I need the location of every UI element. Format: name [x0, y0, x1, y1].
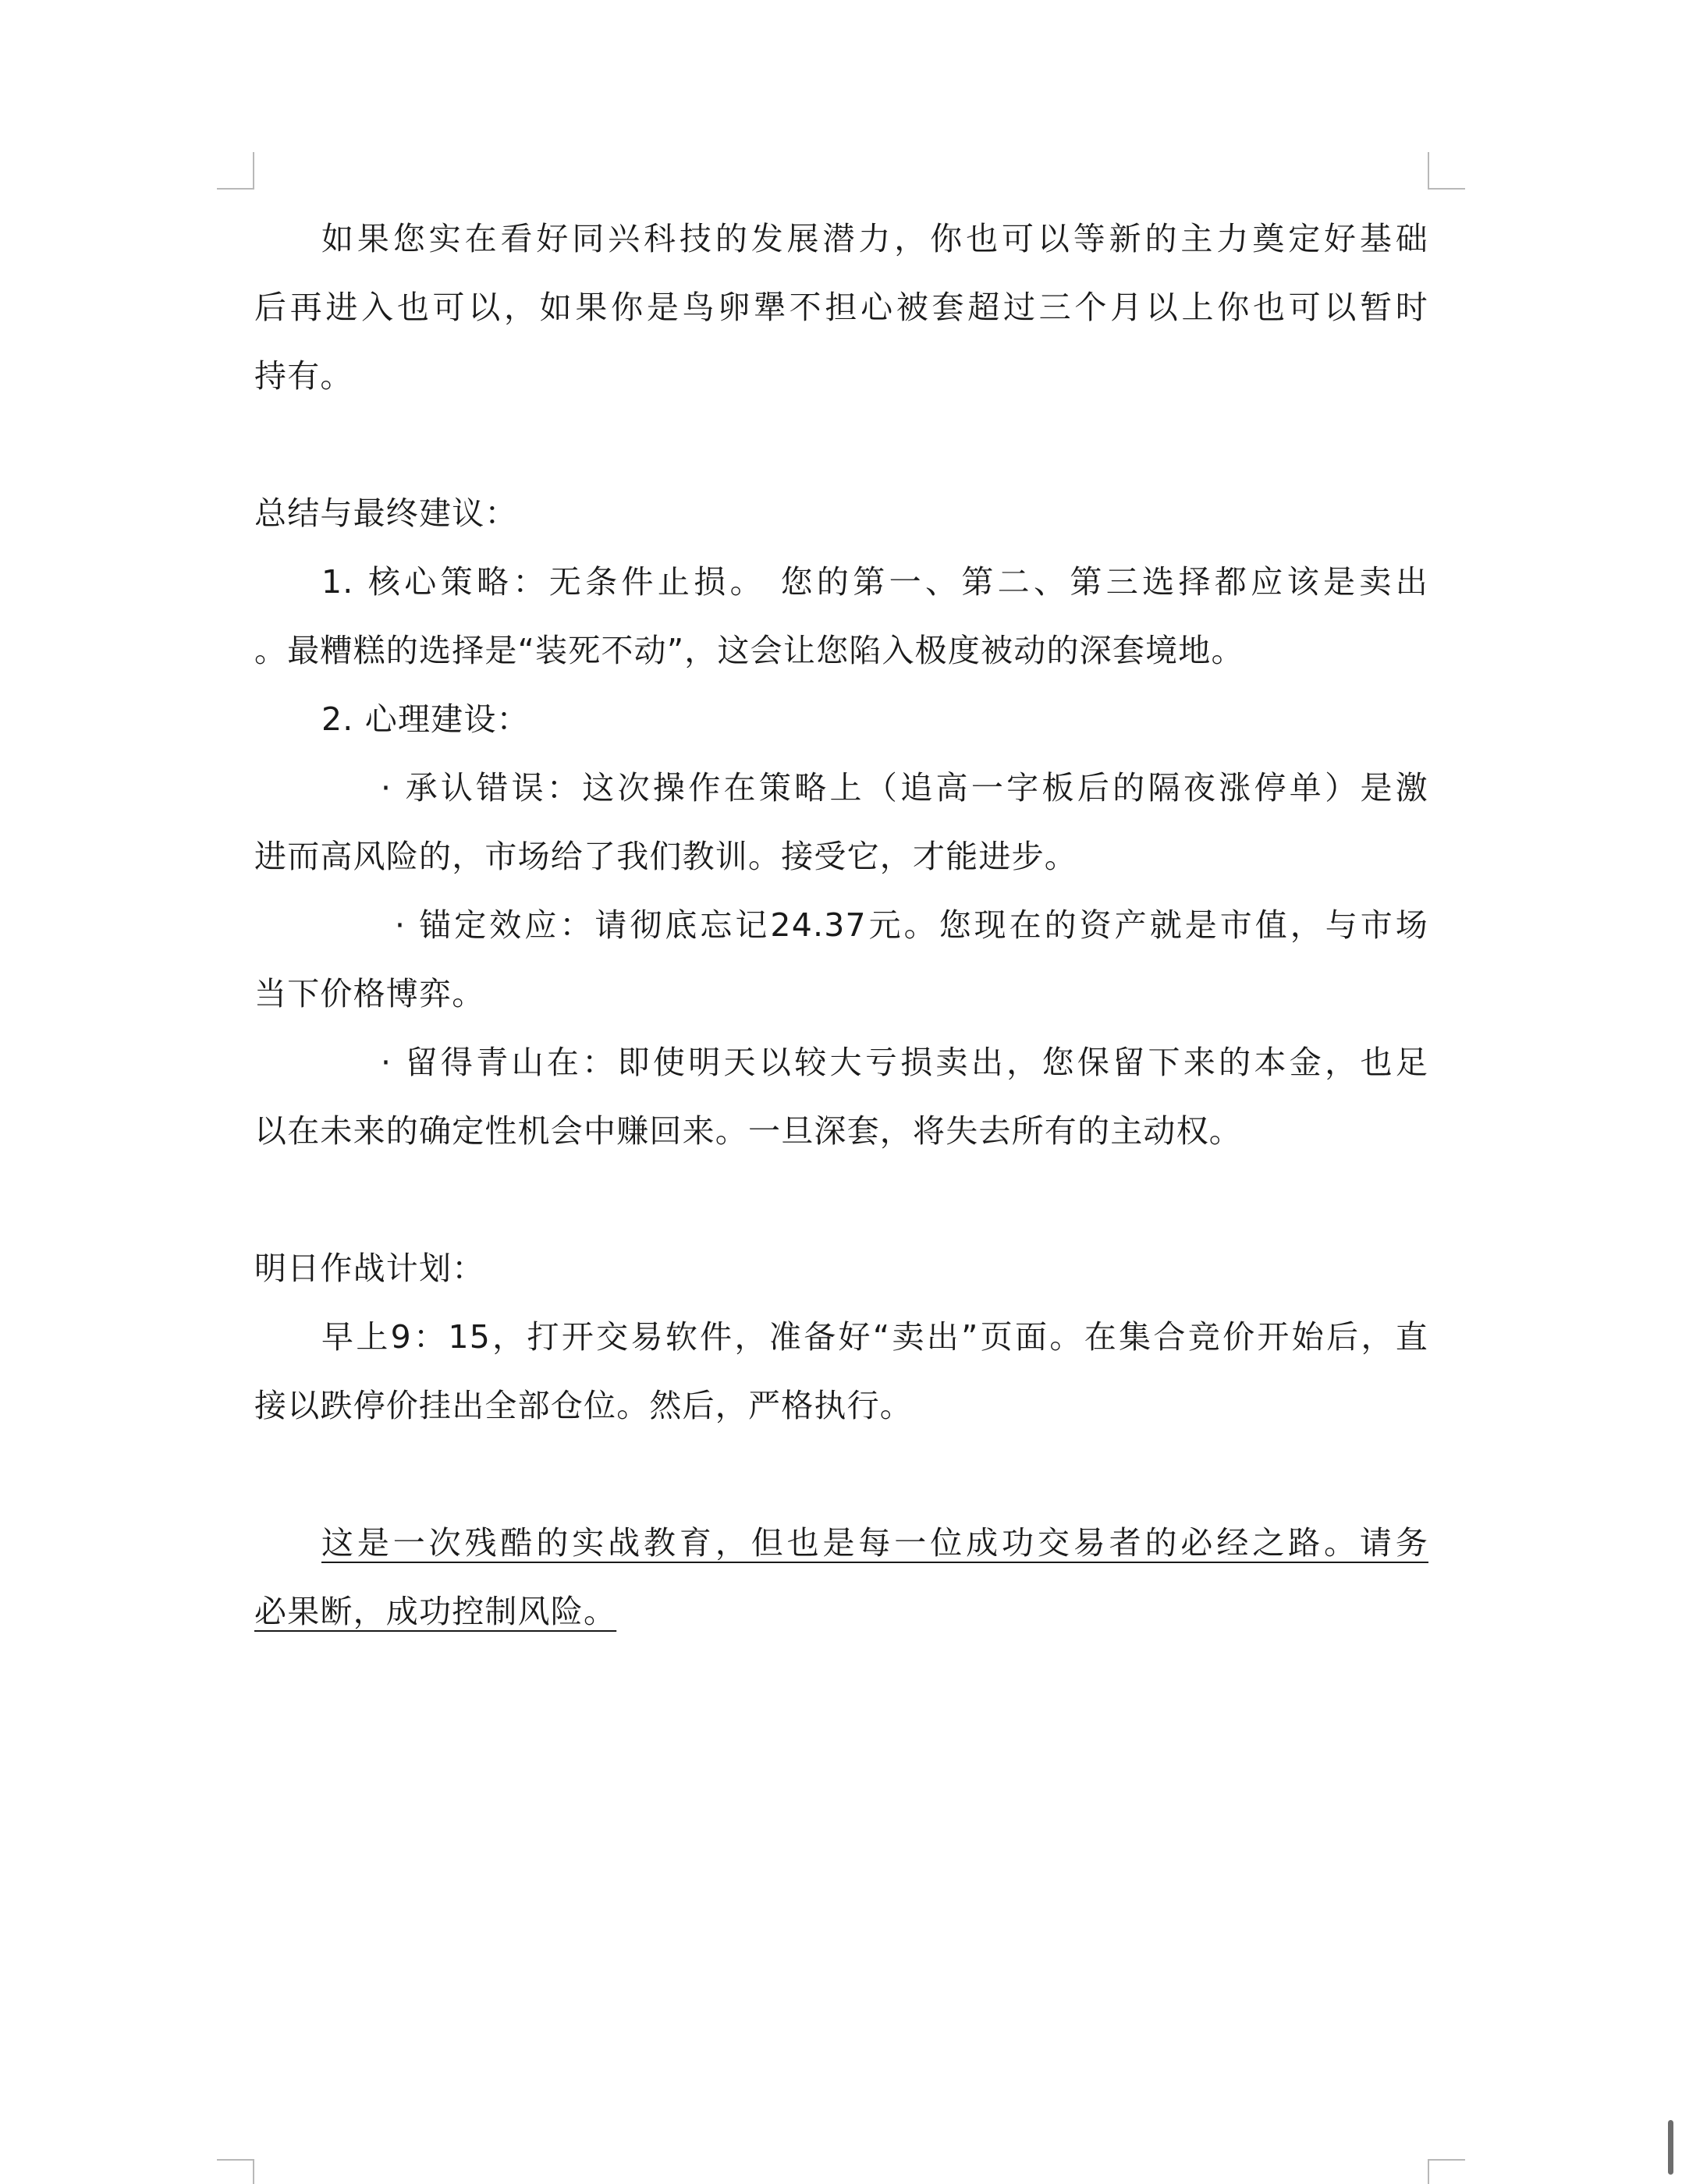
- margin-mark-bottom-left: [217, 2159, 254, 2184]
- paragraph-line: 后再进入也可以，如果你是鸟卵犟不担心被套超过三个月以上你也可以暂时: [254, 289, 1428, 326]
- bullet-line: · 锚定效应：请彻底忘记24.37元。您现在的资产就是市值，与市场: [395, 906, 1428, 944]
- bullet-line: 进而高风险的，市场给了我们教训。接受它，才能进步。: [254, 838, 1077, 875]
- blank-line: [254, 1440, 1428, 1509]
- blank-line: [254, 410, 1428, 479]
- summary-heading: 总结与最终建议：: [254, 495, 518, 532]
- blank-line: [254, 1165, 1428, 1234]
- plan-line: 接以跌停价挂出全部仓位。然后，严格执行。: [254, 1387, 913, 1424]
- document-body: [254, 204, 1428, 1646]
- margin-mark-top-left: [217, 152, 254, 190]
- paragraph-line: 持有。: [254, 357, 353, 395]
- plan-heading: 明日作战计划：: [254, 1250, 485, 1287]
- closing-line: [254, 1577, 1428, 1646]
- bullet-line: 当下价格博弈。: [254, 975, 485, 1012]
- list-item-1-line: 。最糟糕的选择是“装死不动”，这会让您陷入极度被动的深套境地。: [254, 632, 1244, 669]
- margin-mark-top-right: [1428, 152, 1465, 190]
- margin-mark-bottom-right: [1428, 2159, 1465, 2184]
- plan-line: 早上9：15，打开交易软件，准备好“卖出”页面。在集合竞价开始后，直: [321, 1318, 1428, 1356]
- closing-text: 这是一次残酷的实战教育，但也是每一位成功交易者的必经之路。请务: [321, 1524, 1428, 1562]
- bullet-line: · 承认错误：这次操作在策略上（追高一字板后的隔夜涨停单）是激: [381, 769, 1428, 807]
- bullet-line: 以在未来的确定性机会中赚回来。一旦深套，将失去所有的主动权。: [254, 1112, 1242, 1150]
- closing-line: [254, 1509, 1428, 1577]
- list-item-2-heading: 2. 心理建设：: [321, 700, 530, 738]
- scrollbar-thumb[interactable]: [1668, 2120, 1673, 2175]
- list-item-1-line: 1. 核心策略：无条件止损。 您的第一、第二、第三选择都应该是卖出: [321, 563, 1428, 601]
- paragraph-line: 如果您实在看好同兴科技的发展潜力，你也可以等新的主力奠定好基础: [321, 220, 1428, 257]
- closing-text: 必果断，成功控制风险。: [254, 1593, 617, 1630]
- bullet-line: · 留得青山在：即使明天以较大亏损卖出，您保留下来的本金，也足: [381, 1044, 1428, 1081]
